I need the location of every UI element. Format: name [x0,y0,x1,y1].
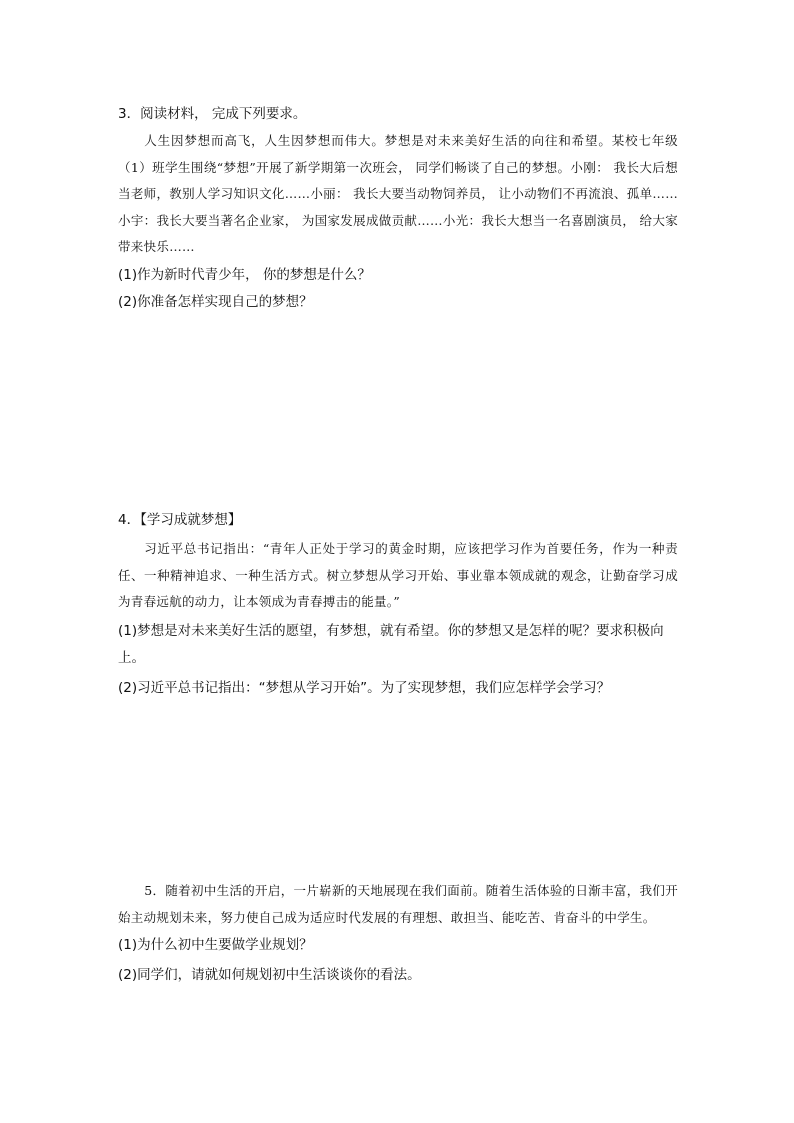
question-4 [118,510,678,702]
question-3-title: 3．阅读材料， 完成下列要求。 [118,106,307,122]
question-5 [118,878,678,989]
question-4-title: 4．【学习成就梦想】 [118,512,242,528]
question-4-sub-2: (2)习近平总书记指出：“梦想从学习开始”。为了实现梦想，我们应怎样学会学习？ [118,679,611,696]
question-3-passage: 人生因梦想而高飞，人生因梦想而伟大。梦想是对未来美好生活的向往和希望。某校七年级（1）班学生围绕“梦想”开展了新学期第一次班会， 同学们畅谈了自己的梦想。小刚： 我长大后想当老师，教别人学习知识文化……小丽： 我长大要当动物饲养员， 让小动物们不再流浪、孤单……小宇：我长大要当著名企业家， 为国家发展成做贡献……小光：我长大想当一名喜剧演员， 给大家带来快乐…… [118,133,678,254]
question-4-passage: 习近平总书记指出：“青年人正处于学习的黄金时期，应该把学习作为首要任务，作为一种责任、一种精神追求、一种生活方式。树立梦想从学习开始、事业靠本领成就的观念，让勤奋学习成为青春远航的动力，让本领成为青春搏击的能量。” [118,541,678,609]
question-5-sub-2: (2)同学们，请就如何规划初中生活谈谈你的看法。 [118,967,421,983]
question-3-sub-1: (1)作为新时代青少年， 你的梦想是什么？ [118,266,371,283]
question-4-sub-1: (1)梦想是对未来美好生活的愿望，有梦想，就有希望。你的梦想又是怎样的呢？要求积极向上。 [118,622,664,666]
question-3-sub-2: (2)你准备怎样实现自己的梦想？ [118,293,313,310]
question-5-passage: 5．随着初中生活的开启，一片崭新的天地展现在我们面前。随着生活体验的日渐丰富，我们开始主动规划未来，努力使自己成为适应时代发展的有理想、敢担当、能吃苦、肯奋斗的中学生。 [118,883,678,925]
question-5-sub-1: (1)为什么初中生要做学业规划？ [118,937,313,953]
question-3 [118,104,678,316]
